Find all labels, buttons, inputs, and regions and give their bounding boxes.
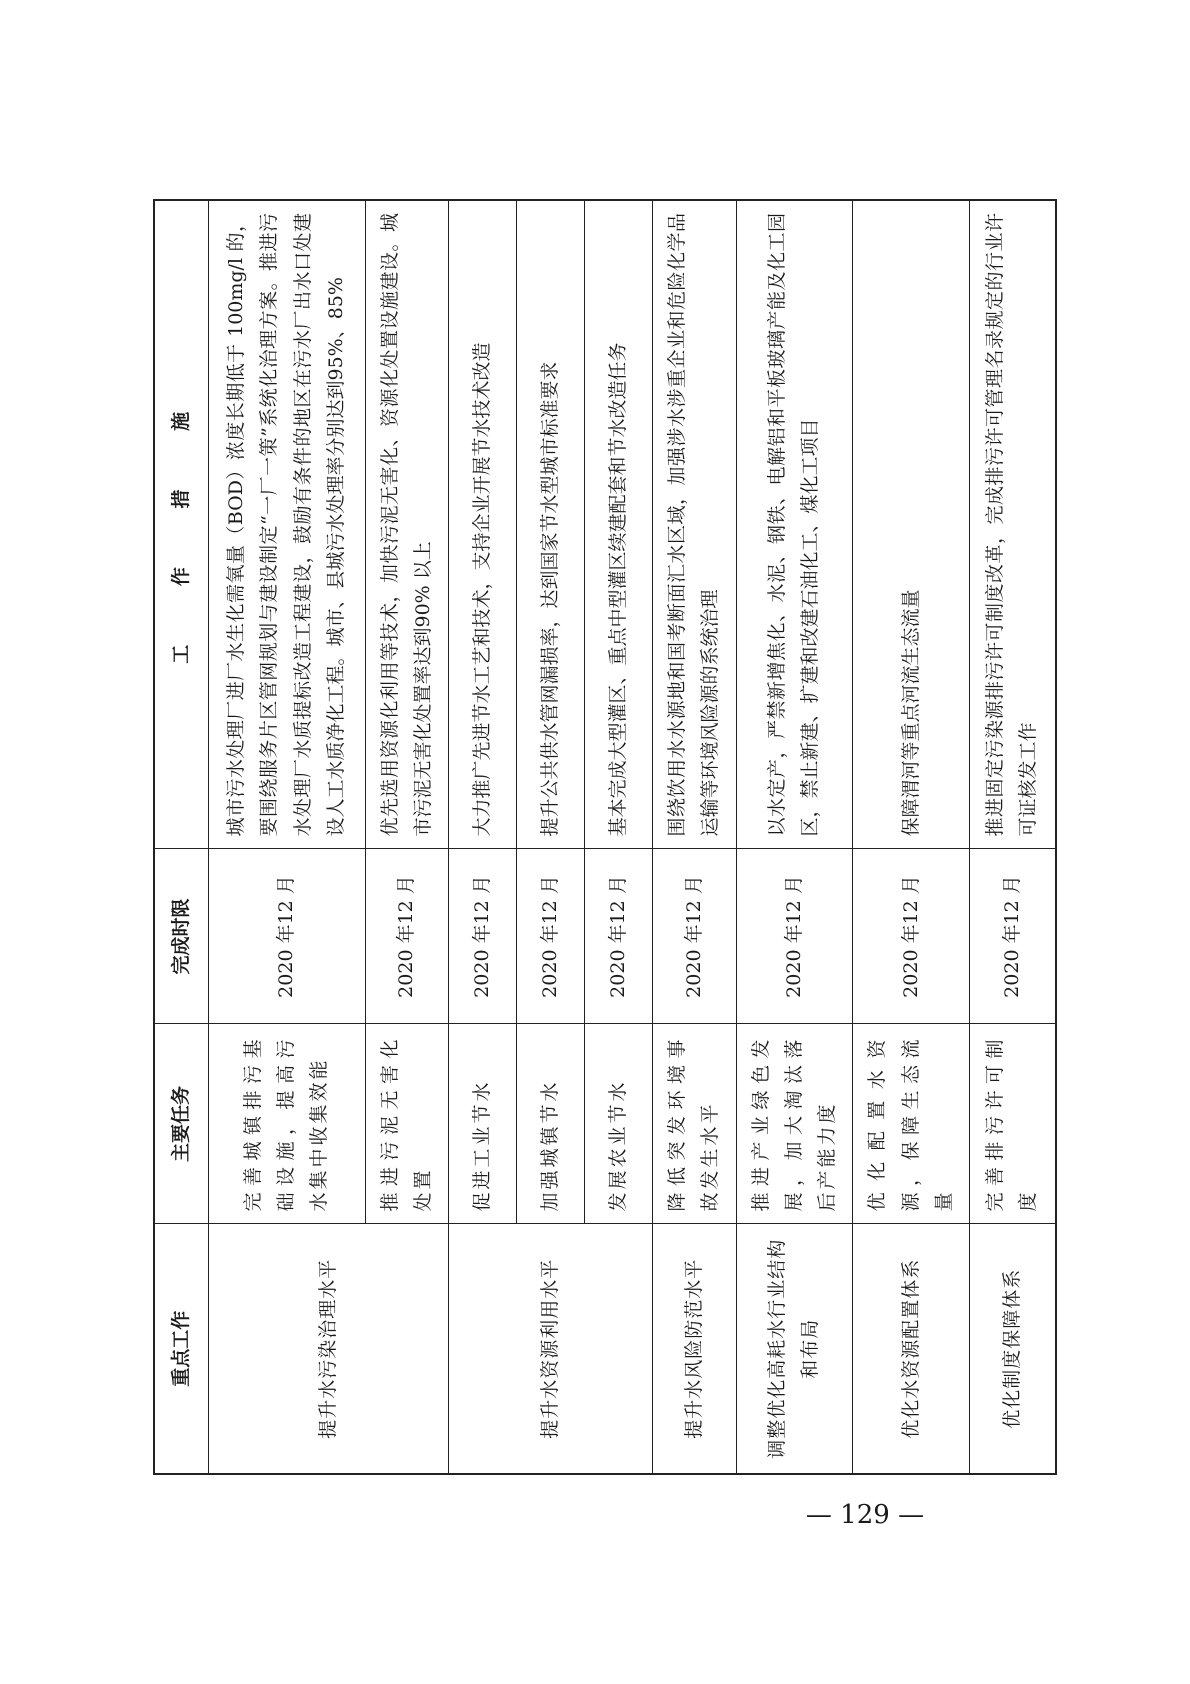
work-plan-table <box>153 199 1057 1475</box>
table-row <box>970 200 1056 1474</box>
table-row <box>853 200 970 1474</box>
main-task-cell: 推进污泥无害化处置 <box>365 1024 449 1224</box>
measures-cell: 优先选用资源化利用等技术，加快污泥无害化、资源化处置设施建设。城市污泥无害化处置率达到90% 以上 <box>365 200 449 849</box>
main-task-cell: 完善排污许可制度 <box>970 1024 1056 1224</box>
measures-cell: 城市污水处理厂进厂水生化需氧量（BOD）浓度长期低于 100mg/l 的，要围绕服务片区管网规划与建设制定“一厂一策”系统化治理方案。推进污水处理厂水质提标改造工程建设，鼓励有条件的地区在污水厂出水口处建设人工水质净化工程。城市、县城污水处理率分别达到95%、85% <box>208 200 365 849</box>
table-row <box>736 200 853 1474</box>
main-task-cell: 发展农业节水 <box>585 1024 653 1224</box>
main-task-cell: 促进工业节水 <box>449 1024 517 1224</box>
table-row <box>208 200 365 1474</box>
measures-cell: 以水定产，严禁新增焦化、水泥、钢铁、电解铝和平板玻璃产能及化工园区，禁止新建、扩建和改建石油化工、煤化工项目 <box>736 200 853 849</box>
key-work-cell: 提升水风险防范水平 <box>653 1224 737 1474</box>
key-work-cell: 优化水资源配置体系 <box>853 1224 970 1474</box>
header-main-task: 主要任务 <box>154 1024 208 1224</box>
table-row <box>449 200 517 1474</box>
deadline-cell: 2020 年12 月 <box>365 849 449 1024</box>
table-header-row <box>154 200 208 1474</box>
main-task-cell: 完善城镇排污基础设施，提高污水集中收集效能 <box>208 1024 365 1224</box>
deadline-cell: 2020 年12 月 <box>736 849 853 1024</box>
deadline-cell: 2020 年12 月 <box>517 849 585 1024</box>
key-work-cell: 提升水资源利用水平 <box>449 1224 653 1474</box>
measures-cell: 大力推广先进节水工艺和技术，支持企业开展节水技术改造 <box>449 200 517 849</box>
table-row <box>653 200 737 1474</box>
rotated-table-container <box>153 201 1045 1475</box>
main-task-cell: 加强城镇节水 <box>517 1024 585 1224</box>
page-number: — 129 — <box>805 1500 925 1530</box>
deadline-cell: 2020 年12 月 <box>585 849 653 1024</box>
key-work-cell: 提升水污染治理水平 <box>208 1224 449 1474</box>
measures-cell: 保障渭河等重点河流生态流量 <box>853 200 970 849</box>
key-work-cell: 优化制度保障体系 <box>970 1224 1056 1474</box>
main-task-cell: 推进产业绿色发展，加大淘汰落后产能力度 <box>736 1024 853 1224</box>
measures-cell: 围绕饮用水水源地和国考断面汇水区域，加强涉水涉重企业和危险化学品运输等环境风险源的系统治理 <box>653 200 737 849</box>
header-deadline: 完成时限 <box>154 849 208 1024</box>
measures-cell: 基本完成大型灌区、重点中型灌区续建配套和节水改造任务 <box>585 200 653 849</box>
deadline-cell: 2020 年12 月 <box>970 849 1056 1024</box>
key-work-cell: 调整优化高耗水行业结构和布局 <box>736 1224 853 1474</box>
main-task-cell: 优化配置水资源，保障生态流量 <box>853 1024 970 1224</box>
measures-cell: 推进固定污染源排污许可制度改革，完成排污许可管理名录规定的行业许可证核发工作 <box>970 200 1056 849</box>
deadline-cell: 2020 年12 月 <box>653 849 737 1024</box>
measures-cell: 提升公共供水管网漏损率，达到国家节水型城市标准要求 <box>517 200 585 849</box>
header-key-work: 重点工作 <box>154 1224 208 1474</box>
main-task-cell: 降低突发环境事故发生水平 <box>653 1024 737 1224</box>
deadline-cell: 2020 年12 月 <box>208 849 365 1024</box>
deadline-cell: 2020 年12 月 <box>853 849 970 1024</box>
deadline-cell: 2020 年12 月 <box>449 849 517 1024</box>
header-measures: 工 作 措 施 <box>154 200 208 849</box>
